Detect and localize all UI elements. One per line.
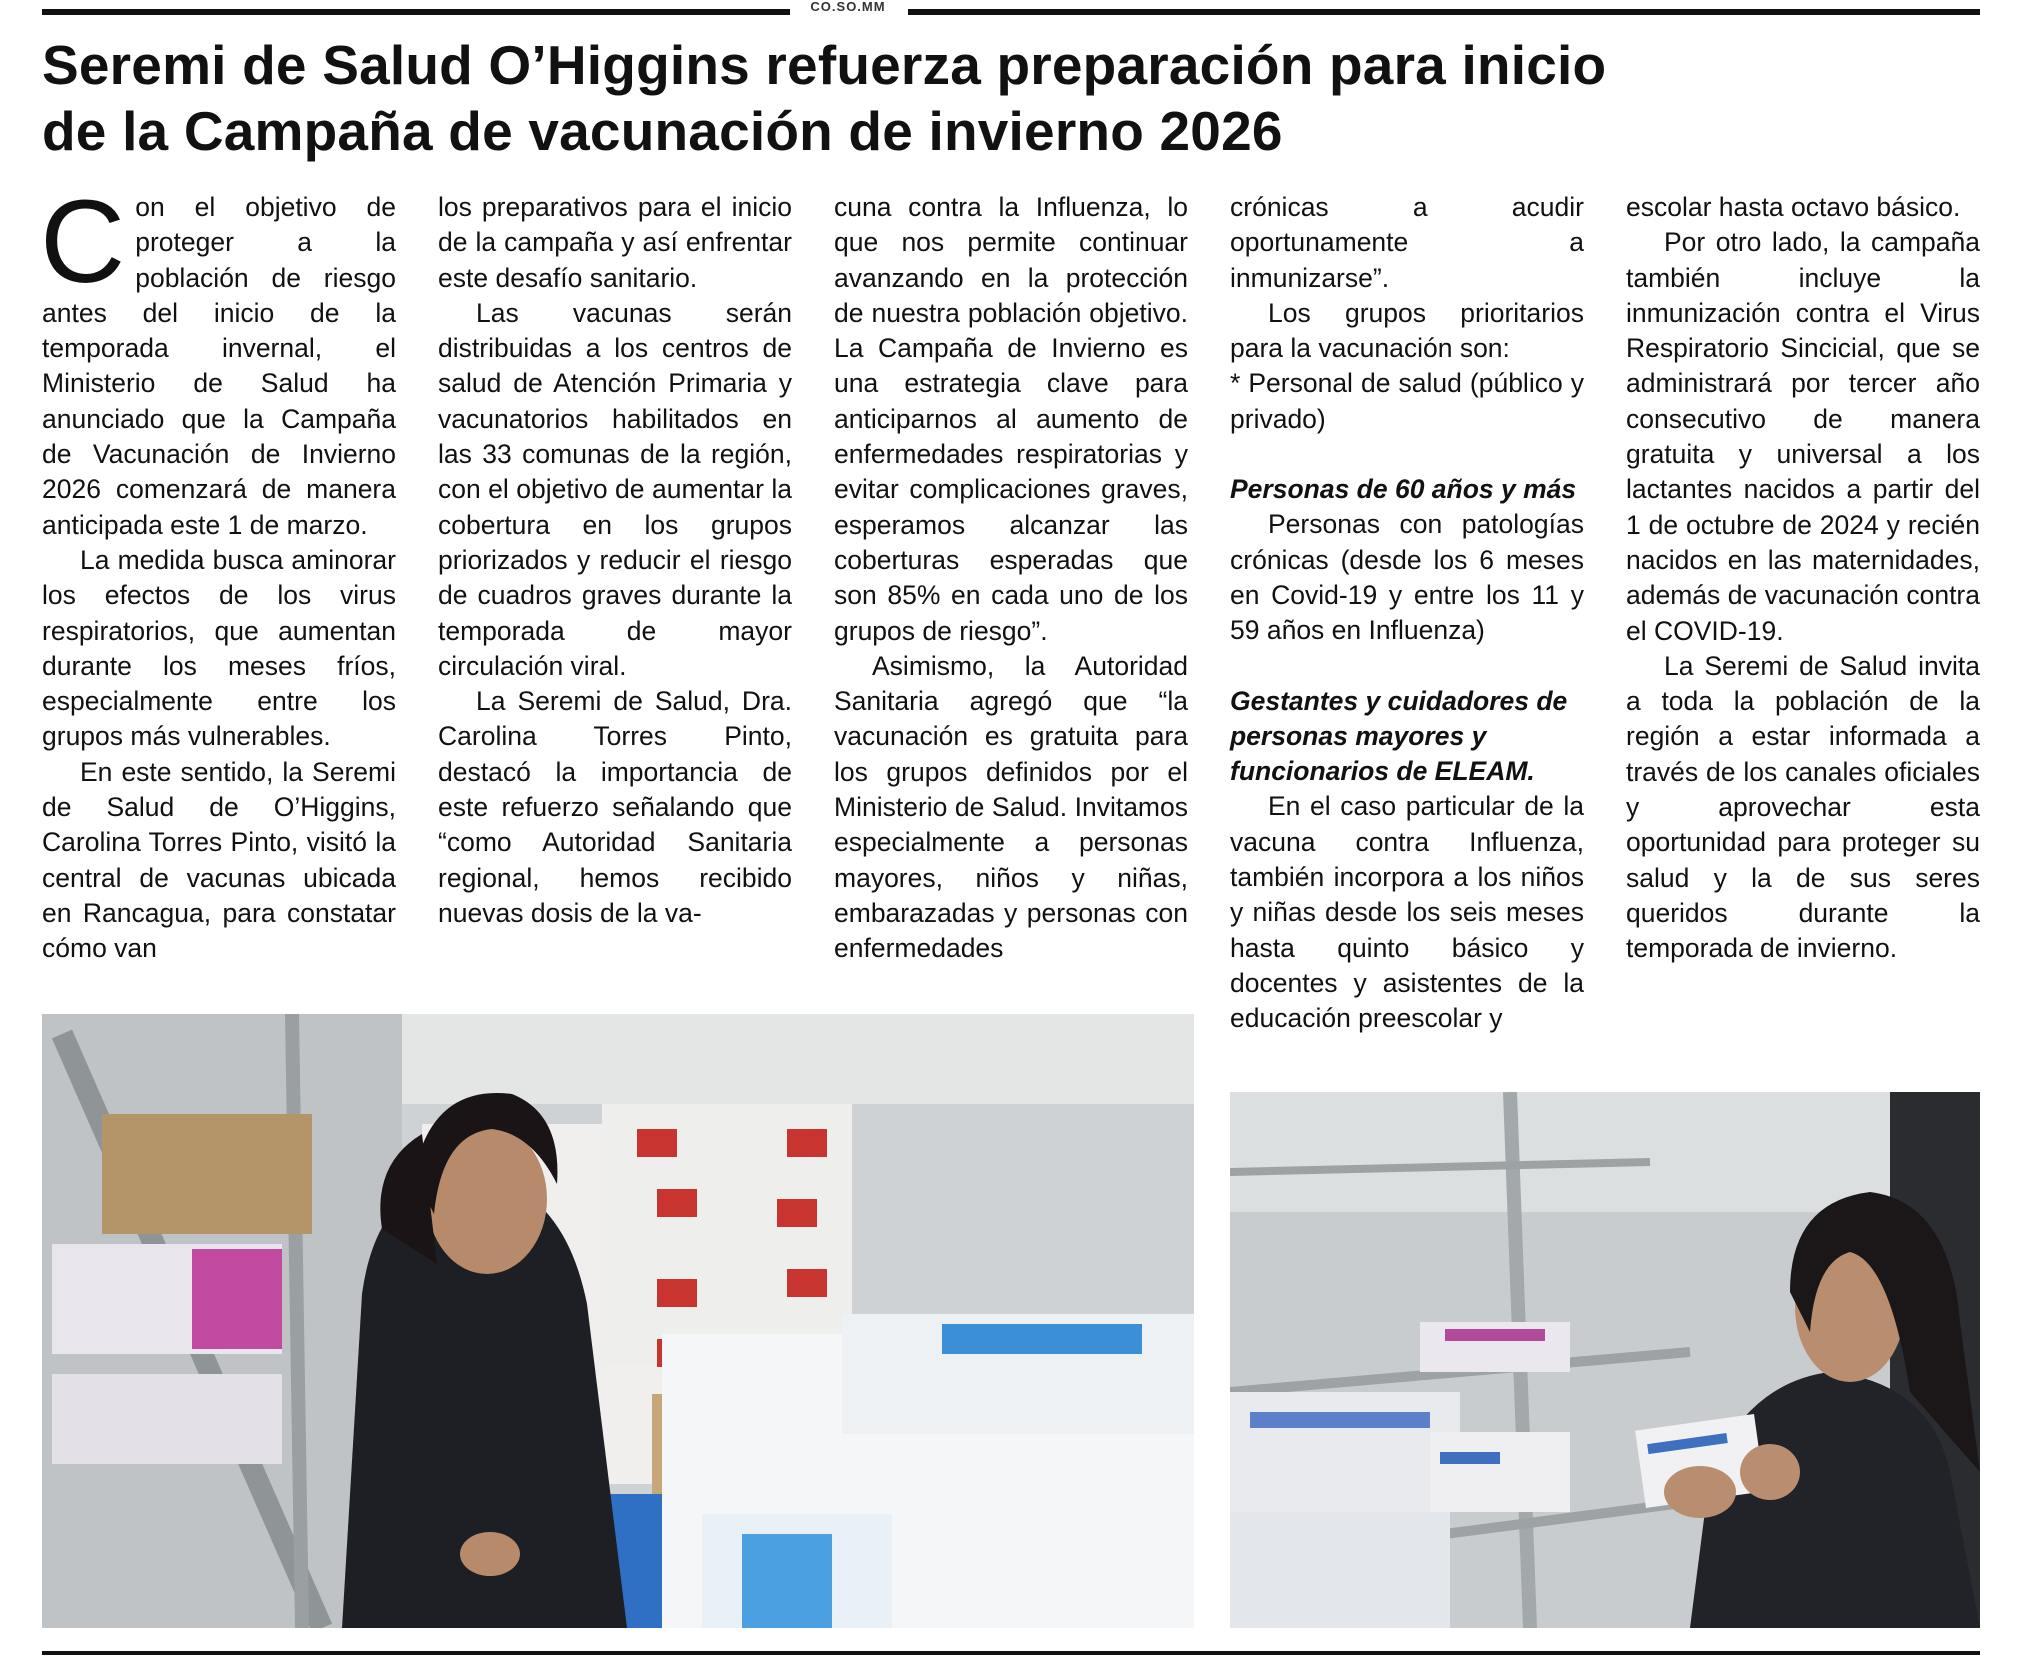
spacer — [1230, 649, 1584, 684]
paragraph-lead — [40, 176, 396, 543]
article-column-2 — [438, 190, 792, 931]
spacer — [1230, 437, 1584, 472]
headline — [42, 32, 1982, 164]
vaccine-cold-room-photo — [42, 1014, 1194, 1628]
lead-text: on el objetivo de proteger a la población de riesgo antes del inicio de la temporada invernal, el Ministerio de Salud ha anunciado que la Campaña de Vacunación de Invierno 2026 comenzará de manera anticipada este 1 de marzo. — [42, 192, 396, 540]
paragraph: En este sentido, la Seremi de Salud de O’Higgins, Carolina Torres Pinto, visitó la central de vacunas ubicada en Rancagua, para constatar cómo van — [42, 756, 396, 964]
official-photo-icon — [1230, 1092, 1980, 1628]
paragraph: Asimismo, la Autoridad Sanitaria agregó que “la vacunación es gratuita para los grupos definidos por el Ministerio de Salud. Invitamos especialmente a personas mayores, niños y niñas, embarazadas y personas con enfermedades — [834, 650, 1188, 964]
drop-cap: C — [40, 176, 126, 308]
masthead-logo: CO.SO.MM — [810, 0, 886, 14]
list-item: * Personal de salud (público y privado) — [1230, 368, 1584, 434]
paragraph: cuna contra la Influenza, lo que nos permite continuar avanzando en la protección de nuestra población objetivo. La Campaña de Invierno es una estrategia clave para anticiparnos al aumento de enfermedades respiratorias y evitar complicaciones graves, esperamos alcanzar las coberturas esperadas que son 85% en cada uno de los grupos de riesgo”. — [834, 192, 1188, 646]
cold-room-photo-icon — [42, 1014, 1194, 1628]
paragraph: La Seremi de Salud invita a toda la población de la región a estar informada a través de los canales oficiales y aprovechar esta oportunidad para proteger su salud y la de sus seres queridos durante la temporada de invierno. — [1626, 650, 1980, 964]
bottom-rule — [42, 1651, 1980, 1655]
subheading: Gestantes y cuidadores de personas mayores y funcionarios de ELEAM. — [1230, 685, 1568, 787]
paragraph: los preparativos para el inicio de la campaña y así enfrentar este desafío sanitario. — [438, 192, 792, 293]
paragraph: Las vacunas serán distribuidas a los centros de salud de Atención Primaria y vacunatorios habilitados en las 33 comunas de la región, con el objetivo de aumentar la cobertura en los grupos priorizados y reducir el riesgo de cuadros graves durante la temporada de mayor circulación viral. — [438, 297, 792, 681]
article-column-1 — [40, 176, 396, 967]
paragraph: escolar hasta octavo básico. — [1626, 192, 1961, 222]
paragraph: Los grupos prioritarios para la vacunación son: — [1230, 297, 1584, 364]
article-column-5 — [1626, 190, 1980, 967]
paragraph: Personas con patologías crónicas (desde los 6 meses en Covid-19 y entre los 11 y 59 años en Influenza) — [1230, 509, 1584, 646]
top-rule-right — [908, 9, 1980, 15]
article-column-3 — [834, 190, 1188, 967]
paragraph: La medida busca aminorar los efectos de los virus respiratorios, que aumentan durante los meses fríos, especialmente entre los grupos más vulnerables. — [42, 544, 396, 752]
paragraph: Por otro lado, la campaña también incluye la inmunización contra el Virus Respiratorio Sincicial, que se administrará por tercer año consecutivo de manera gratuita y universal a los lactantes nacidos a partir del 1 de octubre de 2024 y recién nacidos en las maternidades, además de vacunación contra el COVID-19. — [1626, 227, 1980, 646]
paragraph: crónicas a acudir oportunamente a inmunizarse”. — [1230, 192, 1584, 293]
subheading: Personas de 60 años y más — [1230, 474, 1577, 505]
headline-line-2: de la Campaña de vacunación de invierno 2026 — [42, 100, 1283, 162]
paragraph: En el caso particular de la vacuna contra Influenza, también incorpora a los niños y niñas desde los seis meses hasta quinto básico y docentes y asistentes de la educación preescolar y — [1230, 791, 1584, 1034]
headline-line-1: Seremi de Salud O’Higgins refuerza preparación para inicio — [42, 34, 1607, 96]
official-holding-vaccine-box-photo — [1230, 1092, 1980, 1628]
article-column-4 — [1230, 190, 1584, 1037]
top-rule-left — [42, 9, 790, 15]
paragraph: La Seremi de Salud, Dra. Carolina Torres Pinto, destacó la importancia de este refuerzo señalando que “como Autoridad Sanitaria regional, hemos recibido nuevas dosis de la va- — [438, 686, 792, 928]
